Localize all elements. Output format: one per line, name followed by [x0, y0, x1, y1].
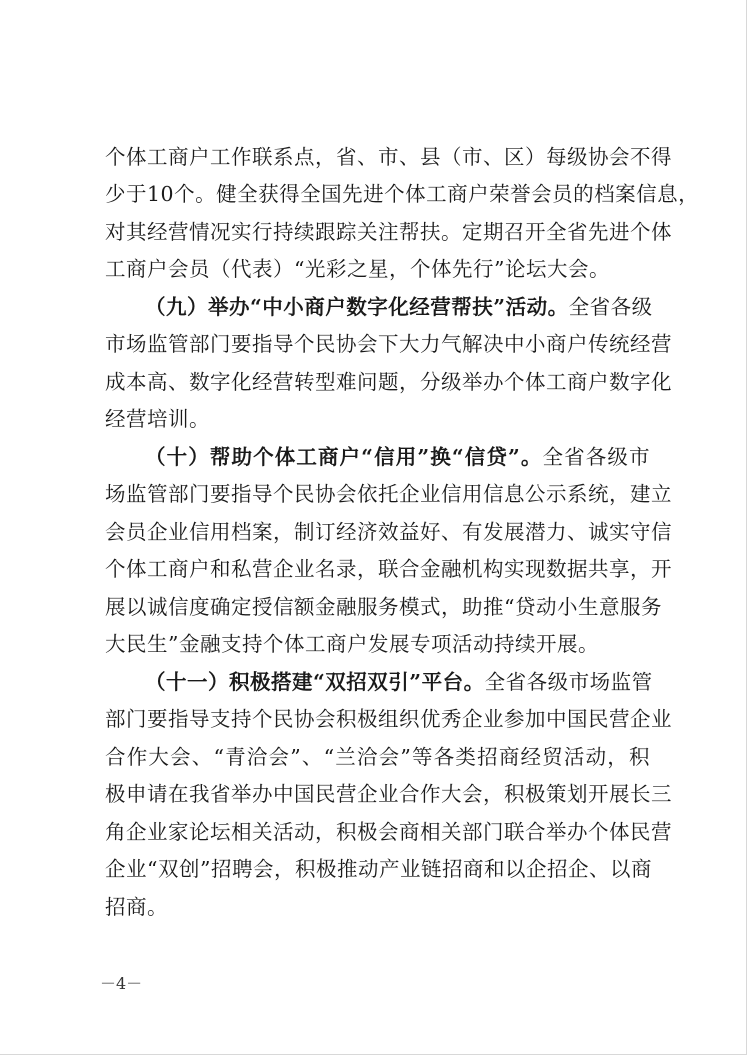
text-line: 个体工商户和私营企业名录，联合金融机构实现数据共享，开: [105, 557, 672, 582]
text-line: 对其经营情况实行持续跟踪关注帮扶。定期召开全省先进个体: [105, 219, 672, 244]
section-heading: （九）举办“中小商户数字化经营帮扶”活动。: [145, 294, 569, 319]
text-line: 会员企业信用档案，制订经济效益好、有发展潜力、诚实守信: [105, 519, 672, 544]
text-line: 招商。: [105, 894, 168, 919]
text-line: 场监管部门要指导个民协会依托企业信用信息公示系统，建立: [105, 482, 672, 507]
text-line: 少于10个。健全获得全国先进个体工商户荣誉会员的档案信息，: [105, 182, 700, 207]
section-heading: （十一）积极搭建“双招双引”平台。: [145, 669, 485, 694]
text-line: 角企业家论坛相关活动，积极会商相关部门联合举办个体民营: [105, 819, 672, 844]
text-line: 成本高、数字化经营转型难问题，分级举办个体工商户数字化: [105, 369, 672, 394]
text-line: 工商户会员（代表）“光彩之星，个体先行”论坛大会。: [105, 257, 610, 282]
text-line: 大民生”金融支持个体工商户发展专项活动持续开展。: [105, 632, 599, 657]
text-line: 企业“双创”招聘会，积极推动产业链招商和以企招企、以商: [105, 857, 652, 882]
section-text: 全省各级: [568, 294, 653, 319]
page-number: －4－: [100, 973, 143, 993]
section-heading: （十）帮助个体工商户“信用”换“信贷”。: [145, 444, 543, 469]
section-first-line: [145, 287, 653, 327]
text-line: 经营培训。: [105, 407, 210, 432]
text-line: 部门要指导支持个民协会积极组织优秀企业参加中国民营企业: [105, 707, 672, 732]
section-first-line: [145, 662, 653, 702]
text-line: 合作大会、“青洽会”、“兰洽会”等各类招商经贸活动，积: [105, 744, 650, 769]
text-line: 极申请在我省举办中国民营企业合作大会，积极策划开展长三: [105, 782, 672, 807]
text-line: 市场监管部门要指导个民协会下大力气解决中小商户传统经营: [105, 332, 672, 357]
text-line: 展以诚信度确定授信额金融服务模式，助推“贷动小生意服务: [105, 594, 662, 619]
section-text: 全省各级市: [542, 444, 651, 469]
text-line: 个体工商户工作联系点，省、市、县（市、区）每级协会不得: [105, 145, 672, 169]
section-text: 全省各级市场监管: [484, 669, 653, 694]
section-first-line: [145, 437, 650, 477]
